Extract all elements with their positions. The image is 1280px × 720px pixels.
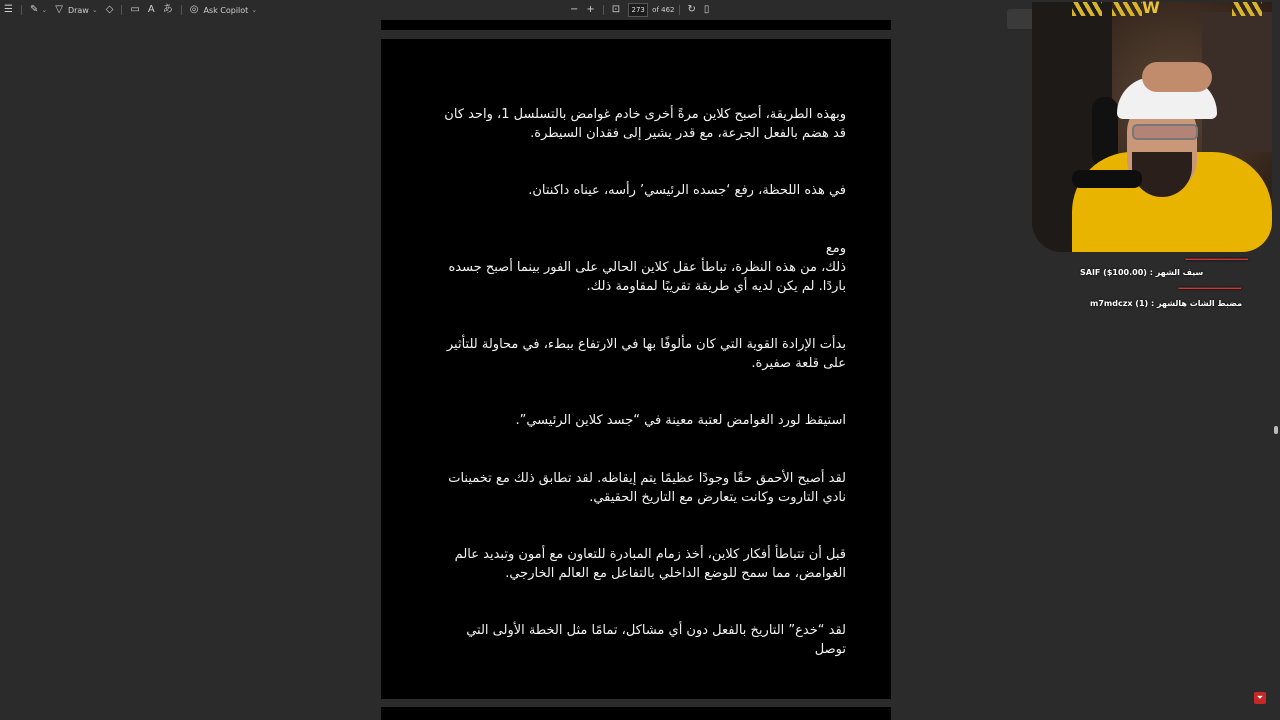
hand-shape — [1142, 62, 1212, 92]
paragraph: استيقظ لورد الغوامض لعتبة معينة في “جسد كلاين الرئيسي”. — [515, 413, 846, 428]
divider — [121, 5, 122, 15]
text-box-icon: ▭ — [130, 4, 140, 15]
ask-copilot-button[interactable] — [186, 2, 261, 18]
list-icon: ☰ — [4, 4, 13, 15]
webcam-shelf — [1202, 12, 1272, 152]
divider — [181, 5, 182, 15]
paragraph: لقد “خدع” التاريخ بالفعل دون أي مشاكل، تمامًا مثل الخطة الأولى التي توصل — [466, 623, 846, 657]
page-count: of 462 — [652, 6, 675, 14]
divider — [679, 5, 680, 15]
draw-button[interactable] — [51, 2, 101, 18]
erase-button[interactable] — [102, 2, 118, 18]
eraser-icon: ◇ — [105, 4, 114, 15]
paragraph: لقد أصبح الأحمق حقًا وجودًا عظيمًا يتم إيقاظه. لقد تطابق ذلك مع تخمينات نادي التاروت وكانت يتعارض مع التاريخ الحقيقي. — [448, 471, 846, 505]
text-box-button[interactable] — [126, 2, 143, 18]
webcam-overlay — [1032, 2, 1272, 252]
read-aloud-button[interactable] — [144, 2, 159, 18]
next-page — [381, 707, 891, 720]
channel-logo-icon: W — [1142, 0, 1160, 17]
chevron-down-icon: ⌄ — [41, 6, 48, 14]
chevron-down-icon: ⌄ — [91, 6, 98, 14]
page-navigation — [566, 2, 713, 18]
divider — [603, 5, 604, 15]
paragraph: ومع — [825, 241, 846, 256]
read-aloud-icon: A — [147, 4, 155, 15]
previous-page — [381, 20, 891, 30]
ask-copilot-label: Ask Copilot — [203, 5, 249, 15]
page-view-icon: ▯ — [703, 4, 710, 15]
translate-icon: あ — [162, 4, 173, 15]
decoration — [1072, 2, 1102, 16]
rotate-button[interactable] — [684, 2, 700, 18]
paragraph: في هذه اللحظة، رفع ‘جسده الرئيسي’ رأسه، عيناه داكنتان. — [528, 183, 846, 198]
plus-icon: + — [586, 4, 595, 15]
page-view-button[interactable] — [700, 2, 714, 18]
rotate-icon: ↻ — [687, 4, 696, 15]
minus-icon: − — [570, 4, 579, 15]
fit-page-icon: ⊡ — [611, 4, 621, 15]
zoom-in-button[interactable] — [582, 2, 598, 18]
scrollbar-thumb[interactable] — [1274, 426, 1278, 434]
decoration — [1232, 2, 1262, 16]
paragraph: ذلك، من هذه النظرة، تباطأ عقل كلاين الحالي على الفور بينما أصبح جسده باردًا. لم يكن لديه أي طريقة تقريبًا لمقاومة ذلك. — [448, 260, 846, 294]
page-number-input[interactable] — [628, 3, 648, 17]
highlighter-icon: ✎ — [29, 4, 39, 15]
pdf-page — [381, 39, 891, 699]
contents-button[interactable] — [0, 2, 17, 18]
highlight-button[interactable] — [26, 2, 51, 18]
translate-button[interactable] — [159, 2, 177, 18]
divider — [21, 5, 22, 15]
glasses-shape — [1132, 124, 1198, 140]
chat-decoration: ━━━━━━━━━━━━━ — [1185, 255, 1248, 264]
paragraph: وبهذه الطريقة، أصبح كلاين مرةً أخرى خادم غوامض بالتسلسل 1، واحد كان قد هضم بالفعل الجرعة، مع قدر يشير إلى فقدان السيطرة. — [444, 107, 846, 141]
draw-label: Draw — [67, 5, 89, 15]
pen-icon: ▽ — [55, 4, 63, 15]
chat-decoration: ━━━━━━━━━━━━━ — [1178, 284, 1241, 293]
copilot-icon: ◎ — [189, 4, 199, 15]
chat-moderator: مضبط الشات هالشهر : m7mdczx (1) — [1090, 299, 1243, 308]
chat-top-supporter: سيف الشهر : SAIF ($100.00) — [1080, 268, 1204, 277]
microphone-shape — [1072, 170, 1142, 188]
pdf-icon: ⏷ — [1254, 692, 1266, 704]
chevron-down-icon: ⌄ — [251, 6, 258, 14]
fit-page-button[interactable] — [608, 2, 624, 18]
paragraph: بدأت الإرادة القوية التي كان مألوفًا بها في الارتفاع ببطء، في محاولة للتأثير على قلعة صفيرة. — [446, 337, 846, 371]
zoom-out-button[interactable] — [566, 2, 582, 18]
paragraph: قبل أن تتباطأ أفكار كلاين، أخذ زمام المبادرة للتعاون مع أمون وتبديد عالم الغوامض، مما سمح للوضع الداخلي بالتفاعل مع العالم الخارجي. — [454, 547, 846, 581]
